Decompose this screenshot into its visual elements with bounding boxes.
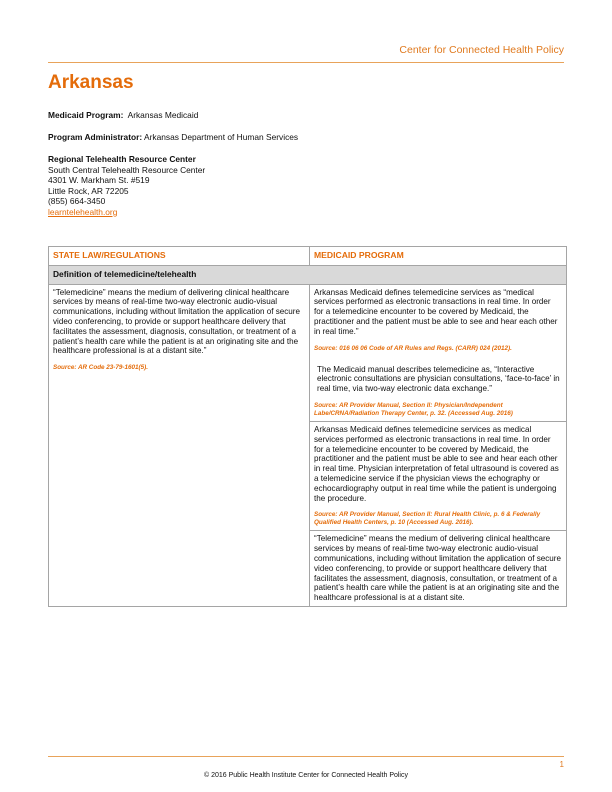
medicaid-text-3: “Telemedicine” means the medium of delivering clinical healthcare services by means of real-time two-way electronic audio-visual communications, including without limitation the application of secure video conferencing, to provide or support healthcare delivery that facilitates the assessment, diagnosis, consultation, or treatment of a patient’s health care while the patient is at an originating site and the healthcare professional is at a distant site. bbox=[314, 534, 561, 603]
header-organization: Center for Connected Health Policy bbox=[399, 44, 564, 56]
resource-center-link[interactable]: learntelehealth.org bbox=[48, 206, 118, 217]
resource-center-city: Little Rock, AR 72205 bbox=[48, 185, 129, 196]
resource-center-block bbox=[48, 154, 205, 217]
col-header-state-law: STATE LAW/REGULATIONS bbox=[49, 247, 310, 266]
policy-table bbox=[48, 246, 567, 607]
medicaid-cell-2 bbox=[310, 421, 567, 530]
state-law-text: “Telemedicine” means the medium of delivering clinical healthcare services by means of real-time two-way electronic audio-visual communications, including without limitation the application of secure video conferencing, to provide or support healthcare delivery that facilitates the assessment, diagnosis, consultation, or treatment of a patient’s health care while the patient is at an originating site and the healthcare professional is at a distant site.” bbox=[53, 287, 300, 356]
resource-center-name: South Central Telehealth Resource Center bbox=[48, 164, 206, 175]
medicaid-cell-3 bbox=[310, 531, 567, 607]
section-title: Definition of telemedicine/telehealth bbox=[49, 265, 567, 284]
medicaid-cell-1 bbox=[310, 284, 567, 421]
col-header-medicaid: MEDICAID PROGRAM bbox=[310, 247, 567, 266]
medicaid-source-1: Source: 016 06 06 Code of AR Rules and Regs. (CARR) 024 (2012). bbox=[314, 344, 512, 352]
resource-center-phone: (855) 664-3450 bbox=[48, 196, 106, 206]
table-row bbox=[49, 284, 567, 421]
medicaid-text-1b: The Medicaid manual describes telemedicine as, “Interactive electronic consultations are physician consultations, ‘face-to-face’ in real time, via two-way electronic data exchange.” bbox=[317, 364, 560, 394]
page-number: 1 bbox=[559, 760, 564, 769]
medicaid-source-2: Source: AR Provider Manual, Section II: Rural Health Clinic, p. 6 & Federally Qualified Health Centers, p. 10 (Accessed Aug. 2016). bbox=[314, 511, 541, 527]
program-administrator-label: Program Administrator: bbox=[48, 132, 143, 142]
medicaid-program-line bbox=[48, 110, 198, 121]
footer-divider bbox=[48, 756, 564, 757]
medicaid-program-label: Medicaid Program: bbox=[48, 110, 124, 120]
state-law-source: Source: AR Code 23-79-1601(5). bbox=[53, 364, 148, 372]
medicaid-program-value: Arkansas Medicaid bbox=[127, 110, 199, 120]
resource-center-street: 4301 W. Markham St. #519 bbox=[48, 175, 150, 185]
medicaid-text-2: Arkansas Medicaid defines telemedicine services as medical services performed as electronic transactions in real time. In order for a telemedicine encounter to be covered by Medicaid, the practitioner and the patient must be able to see and hear each other in real time. Physician interpretation of fetal ultrasound is covered as a telemedicine service if the physician views the echography or echocardiography output in real time while the patient is undergoing the procedure. bbox=[314, 424, 559, 503]
medicaid-text-1: Arkansas Medicaid defines telemedicine services as “medical services performed as electronic transactions in real time. In order for a telemedicine encounter to be covered by Medicaid, the practitioner and the patient must be able to see and hear each other in real time.” bbox=[314, 287, 558, 336]
section-row bbox=[49, 265, 567, 284]
footer-copyright: © 2016 Public Health Institute Center for Connected Health Policy bbox=[204, 772, 408, 779]
program-administrator-value: Arkansas Department of Human Services bbox=[144, 132, 299, 142]
header-divider bbox=[48, 62, 564, 63]
table-header-row bbox=[49, 247, 567, 266]
state-law-cell bbox=[49, 284, 310, 606]
program-administrator-line bbox=[48, 132, 298, 143]
medicaid-source-1b: Source: AR Provider Manual, Section II: Physician/Independent Labe/CRNA/Radiation Therapy Center, p. 32. (Accessed Aug. 2016) bbox=[314, 401, 513, 417]
resource-center-heading: Regional Telehealth Resource Center bbox=[48, 154, 196, 164]
page-title: Arkansas bbox=[48, 72, 134, 93]
